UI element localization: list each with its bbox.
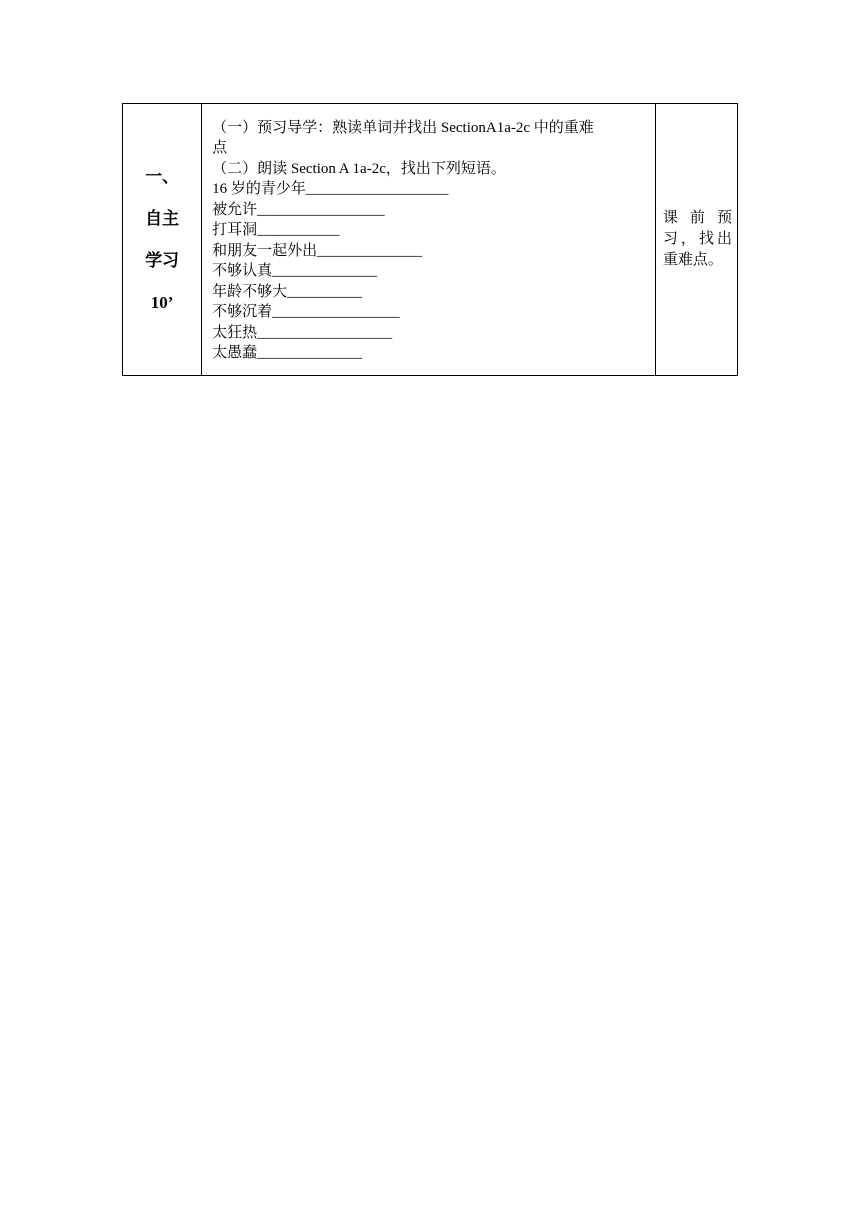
- phrase-line: 不够认真______________: [212, 263, 378, 279]
- phrase-line: 被允许_________________: [212, 201, 385, 218]
- content-line: （二）朗读 Section A 1a-2c，找出下列短语。: [212, 160, 506, 177]
- phrase-line: 年龄不够大__________: [212, 283, 363, 300]
- section-duration: 10’: [150, 292, 174, 312]
- study-content-cell: [202, 104, 656, 376]
- section-title-line-2: 学习: [145, 250, 180, 270]
- phrase-line: 16 岁的青少年___________________: [212, 181, 449, 197]
- phrase-line: 和朋友一起外出______________: [212, 242, 423, 259]
- note-cell: [655, 104, 737, 376]
- note-line-2: 习，找出: [662, 231, 732, 247]
- section-number: 一、: [145, 166, 180, 186]
- phrase-line: 太狂热__________________: [212, 324, 393, 341]
- section-title-line-1: 自主: [145, 208, 180, 228]
- section-label-cell: [123, 104, 202, 376]
- phrase-line: 太愚蠢______________: [212, 345, 363, 361]
- study-table: [122, 103, 738, 376]
- note-line-1: 课 前 预: [662, 210, 732, 226]
- content-line: 点: [212, 140, 228, 156]
- study-row: [123, 104, 738, 376]
- phrase-line: 打耳洞___________: [212, 222, 340, 238]
- phrase-line: 不够沉着_________________: [212, 304, 400, 320]
- content-line: （一）预习导学：熟读单词并找出 SectionA1a-2c 中的重难: [212, 119, 594, 136]
- note-line-3: 重难点。: [662, 252, 723, 268]
